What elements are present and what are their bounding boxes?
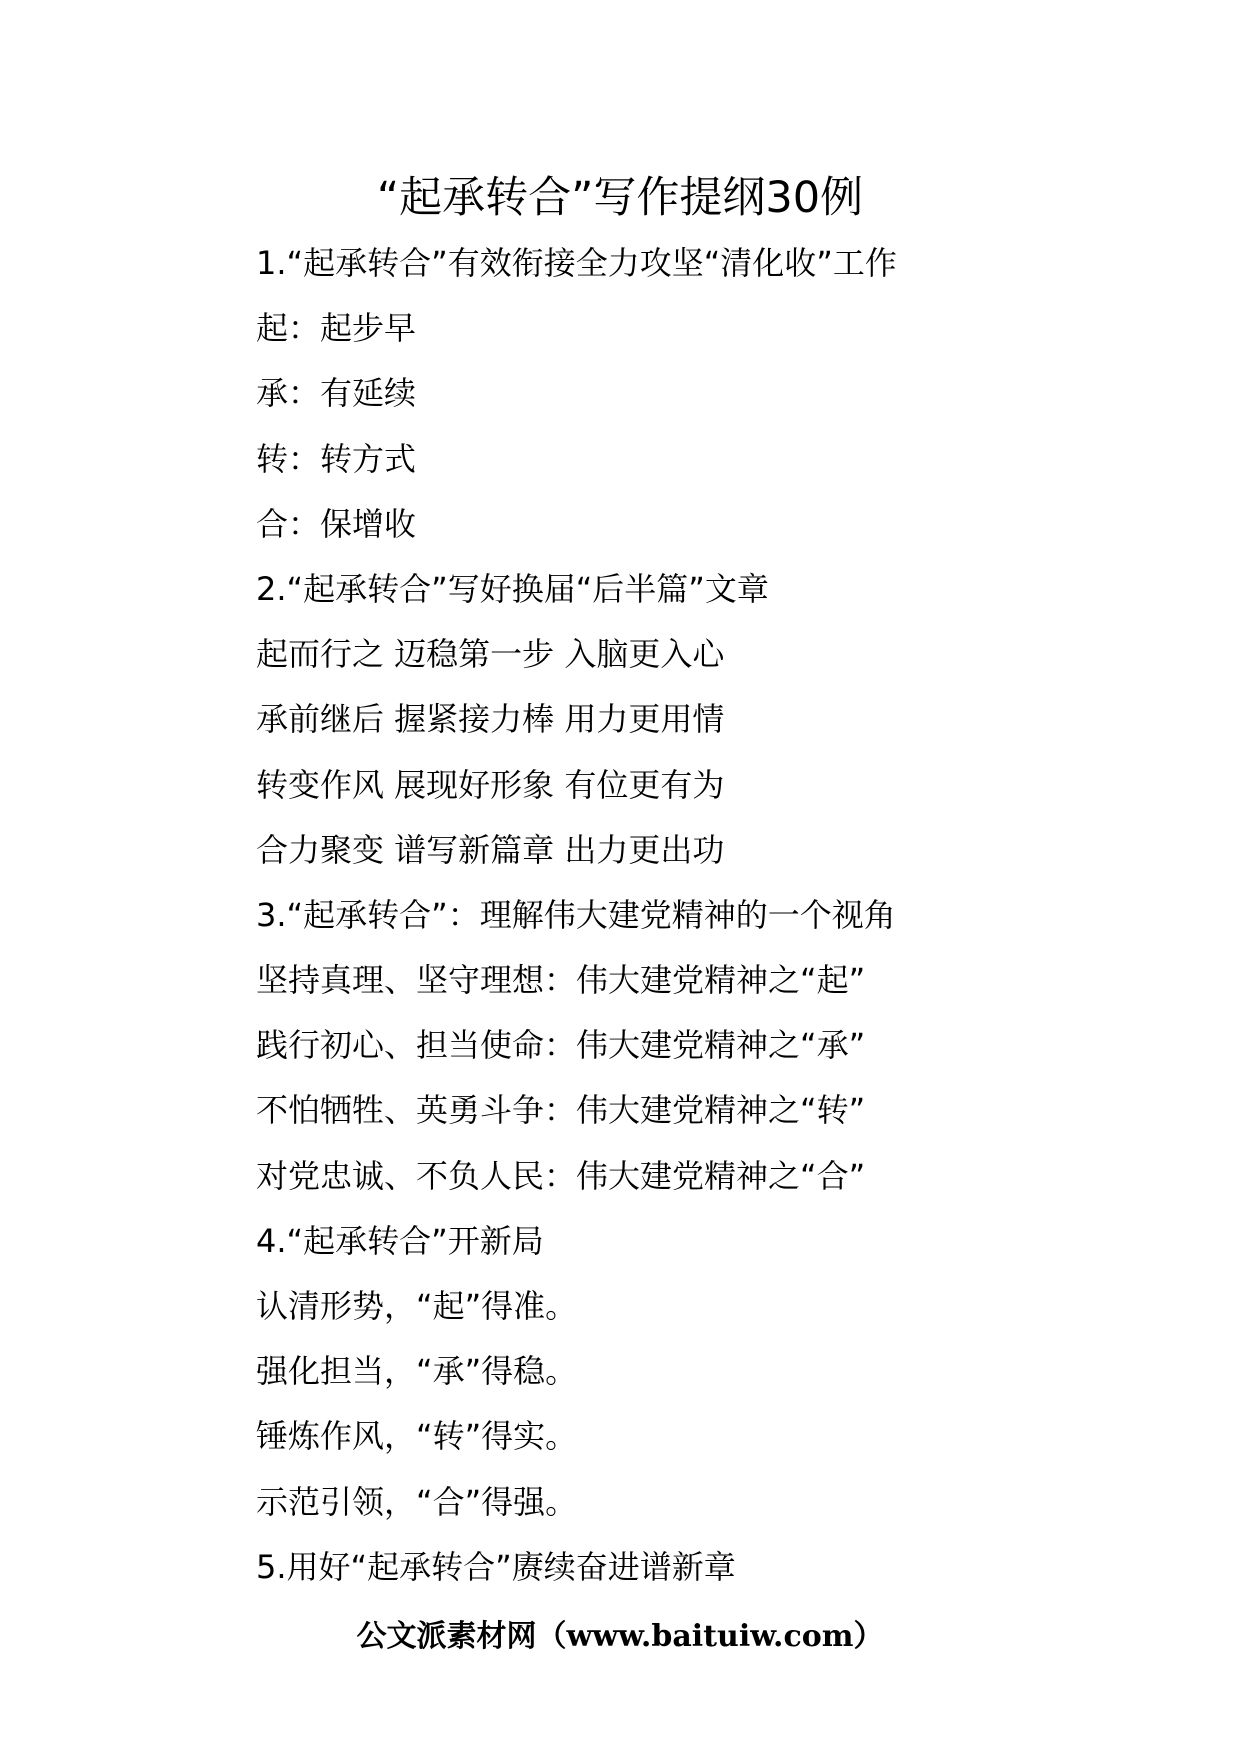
text-line: 起：起步早 xyxy=(256,309,417,348)
text-line: 承前继后 握紧接力棒 用力更用情 xyxy=(256,700,725,739)
text-line: 起而行之 迈稳第一步 入脑更入心 xyxy=(256,635,725,674)
document-title: “起承转合”写作提纲30例 xyxy=(376,173,864,223)
document-body xyxy=(256,233,1206,1602)
text-line: 锤炼作风，“转”得实。 xyxy=(256,1417,578,1456)
text-line: 转：转方式 xyxy=(256,439,417,478)
text-line: 不怕牺牲、英勇斗争：伟大建党精神之“转” xyxy=(256,1091,866,1130)
text-line: 认清形势，“起”得准。 xyxy=(256,1287,578,1325)
text-line: 2.“起承转合”写好换届“后半篇”文章 xyxy=(256,569,769,608)
text-line: 1.“起承转合”有效衔接全力攻坚“清化收”工作 xyxy=(256,244,897,282)
text-line: 3.“起承转合”：理解伟大建党精神的一个视角 xyxy=(256,895,896,934)
text-line: 示范引领，“合”得强。 xyxy=(256,1482,578,1521)
text-line: 5.用好“起承转合”赓续奋进谱新章 xyxy=(256,1547,736,1586)
text-line: 承：有延续 xyxy=(256,374,417,413)
footer-source: 公文派素材网（www.baituiw.com） xyxy=(356,1619,884,1654)
text-line: 合力聚变 谱写新篇章 出力更出功 xyxy=(256,830,725,869)
text-line: 转变作风 展现好形象 有位更有为 xyxy=(256,765,725,804)
text-line: 践行初心、担当使命：伟大建党精神之“承” xyxy=(256,1026,866,1065)
text-line: 4.“起承转合”开新局 xyxy=(256,1221,544,1260)
text-line: 强化担当，“承”得稳。 xyxy=(256,1352,578,1391)
text-line: 合：保增收 xyxy=(256,504,417,543)
text-line: 对党忠诚、不负人民：伟大建党精神之“合” xyxy=(256,1156,866,1195)
text-line: 坚持真理、坚守理想：伟大建党精神之“起” xyxy=(256,961,866,1000)
